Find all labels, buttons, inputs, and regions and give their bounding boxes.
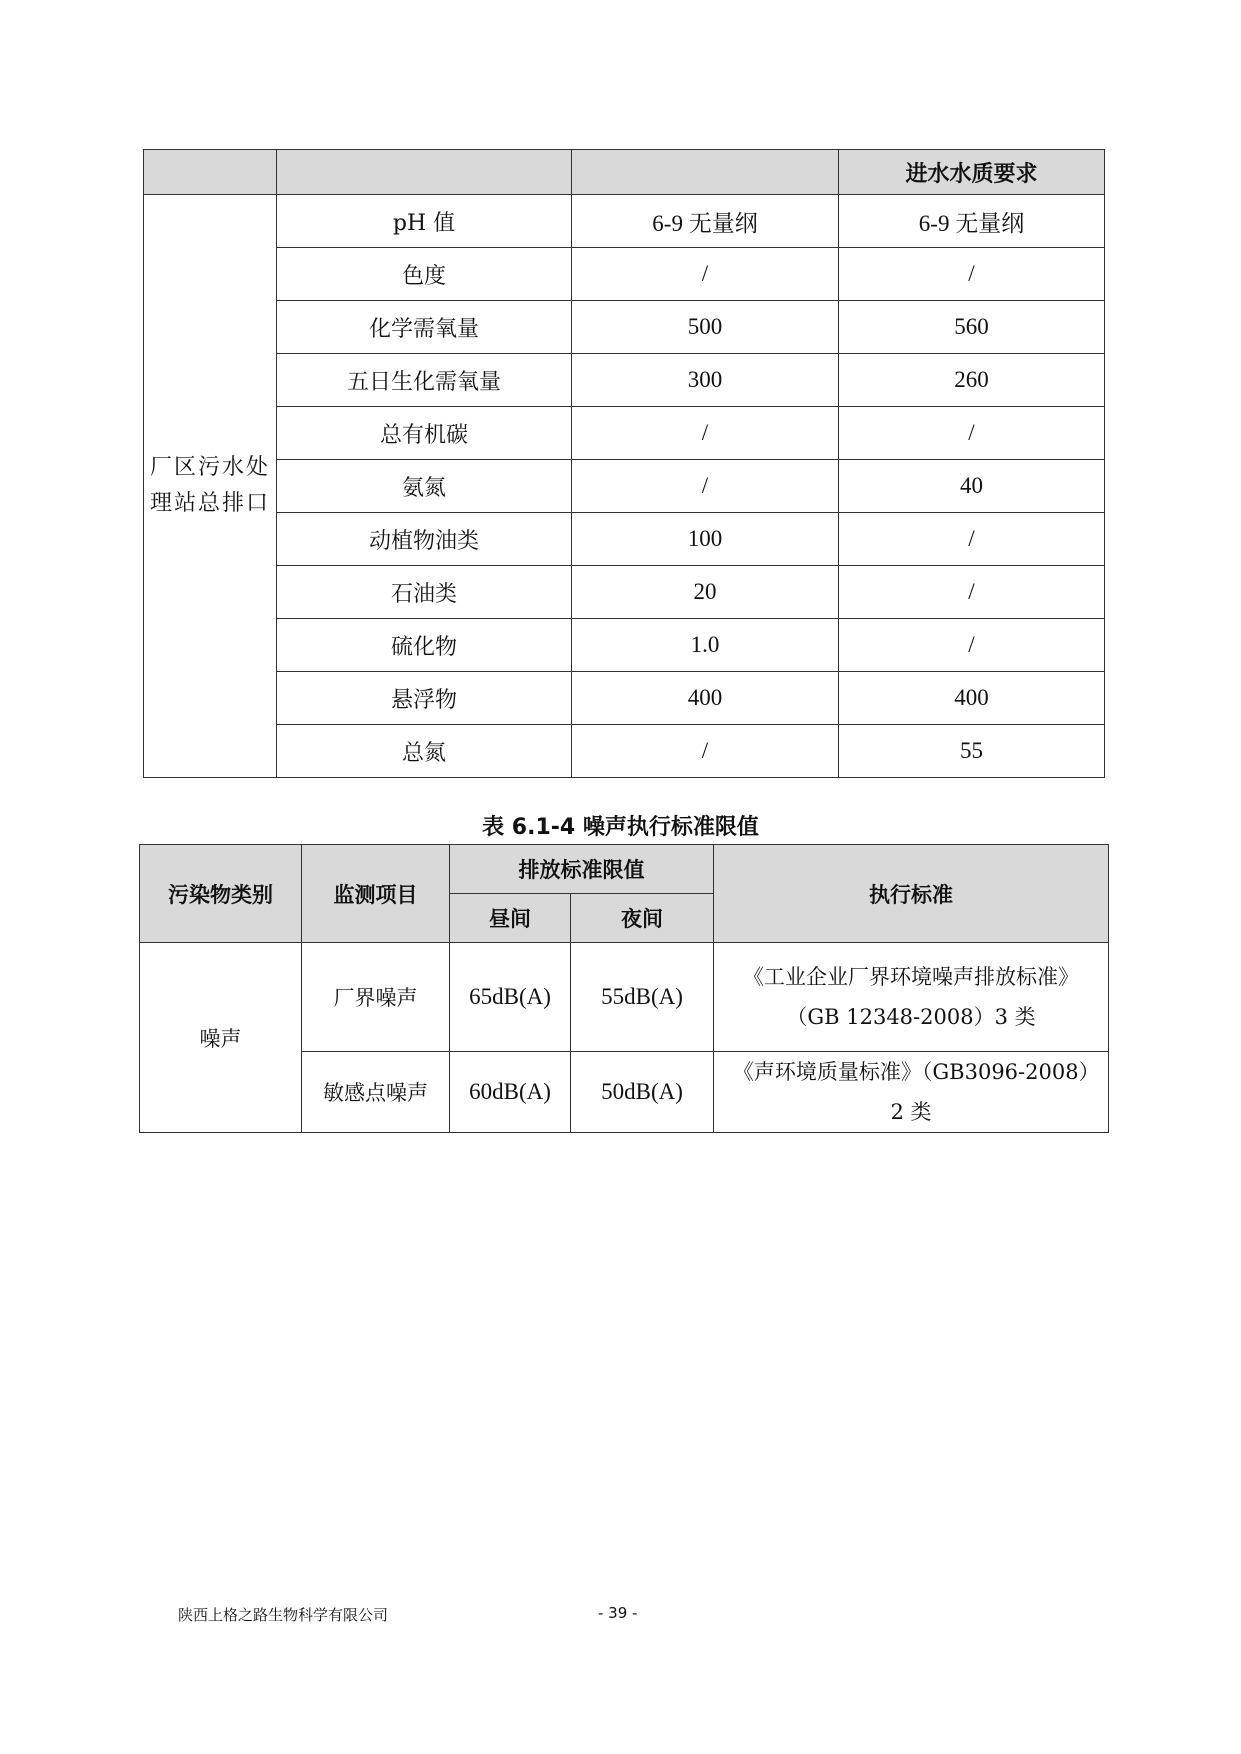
limit-value: 100 — [572, 513, 839, 566]
header-applicable-standard: 执行标准 — [714, 845, 1109, 943]
limit-value: / — [572, 248, 839, 301]
table-row — [144, 195, 1105, 248]
parameter-name: 总有机碳 — [277, 407, 572, 460]
requirement-value: 6-9 无量纲 — [839, 195, 1105, 248]
daytime-limit: 60dB(A) — [450, 1052, 571, 1133]
parameter-name: 化学需氧量 — [277, 301, 572, 354]
table-row — [144, 354, 1105, 407]
daytime-limit: 65dB(A) — [450, 943, 571, 1052]
parameter-name: 石油类 — [277, 566, 572, 619]
parameter-name: 总氮 — [277, 725, 572, 778]
table-row — [144, 407, 1105, 460]
nighttime-limit: 55dB(A) — [571, 943, 714, 1052]
header-monitoring-item: 监测项目 — [302, 845, 450, 943]
page-number: - 39 - — [598, 1604, 638, 1622]
header-cell — [277, 150, 572, 195]
outlet-group-label: 厂区污水处理站总排口 — [144, 195, 277, 778]
header-cell-influent-requirement: 进水水质要求 — [839, 150, 1105, 195]
limit-value: 20 — [572, 566, 839, 619]
table-row — [144, 513, 1105, 566]
applicable-standard: 《工业企业厂界环境噪声排放标准》（GB 12348-2008）3 类 — [714, 943, 1109, 1052]
header-nighttime: 夜间 — [571, 894, 714, 943]
requirement-value: / — [839, 407, 1105, 460]
monitoring-item: 厂界噪声 — [302, 943, 450, 1052]
header-emission-limit: 排放标准限值 — [450, 845, 714, 894]
footer-company-name: 陕西上格之路生物科学有限公司 — [178, 1606, 389, 1624]
requirement-value: / — [839, 619, 1105, 672]
limit-value: 300 — [572, 354, 839, 407]
applicable-standard: 《声环境质量标准》（GB3096-2008）2 类 — [714, 1052, 1109, 1133]
parameter-name: 五日生化需氧量 — [277, 354, 572, 407]
wastewater-standards-table — [143, 149, 1105, 778]
parameter-name: pH 值 — [277, 195, 572, 248]
table-row — [144, 672, 1105, 725]
table-row — [144, 619, 1105, 672]
header-cell — [144, 150, 277, 195]
table-row — [144, 460, 1105, 513]
limit-value: / — [572, 407, 839, 460]
table-caption: 表 6.1-4 噪声执行标准限值 — [482, 815, 759, 840]
parameter-name: 色度 — [277, 248, 572, 301]
limit-value: 6-9 无量纲 — [572, 195, 839, 248]
parameter-name: 氨氮 — [277, 460, 572, 513]
header-cell — [572, 150, 839, 195]
table-row — [144, 725, 1105, 778]
limit-value: / — [572, 725, 839, 778]
table-header-row — [140, 845, 1109, 894]
limit-value: / — [572, 460, 839, 513]
table-row — [144, 566, 1105, 619]
table-row — [144, 248, 1105, 301]
requirement-value: / — [839, 248, 1105, 301]
table-row — [144, 301, 1105, 354]
requirement-value: 560 — [839, 301, 1105, 354]
limit-value: 1.0 — [572, 619, 839, 672]
pollutant-category: 噪声 — [140, 943, 302, 1133]
nighttime-limit: 50dB(A) — [571, 1052, 714, 1133]
requirement-value: 55 — [839, 725, 1105, 778]
header-daytime: 昼间 — [450, 894, 571, 943]
requirement-value: 40 — [839, 460, 1105, 513]
requirement-value: 400 — [839, 672, 1105, 725]
limit-value: 500 — [572, 301, 839, 354]
parameter-name: 悬浮物 — [277, 672, 572, 725]
parameter-name: 硫化物 — [277, 619, 572, 672]
requirement-value: 260 — [839, 354, 1105, 407]
table-header-row — [144, 150, 1105, 195]
requirement-value: / — [839, 513, 1105, 566]
parameter-name: 动植物油类 — [277, 513, 572, 566]
header-pollutant-category: 污染物类别 — [140, 845, 302, 943]
noise-standards-table — [139, 844, 1109, 1133]
monitoring-item: 敏感点噪声 — [302, 1052, 450, 1133]
requirement-value: / — [839, 566, 1105, 619]
limit-value: 400 — [572, 672, 839, 725]
table-row — [140, 943, 1109, 1052]
